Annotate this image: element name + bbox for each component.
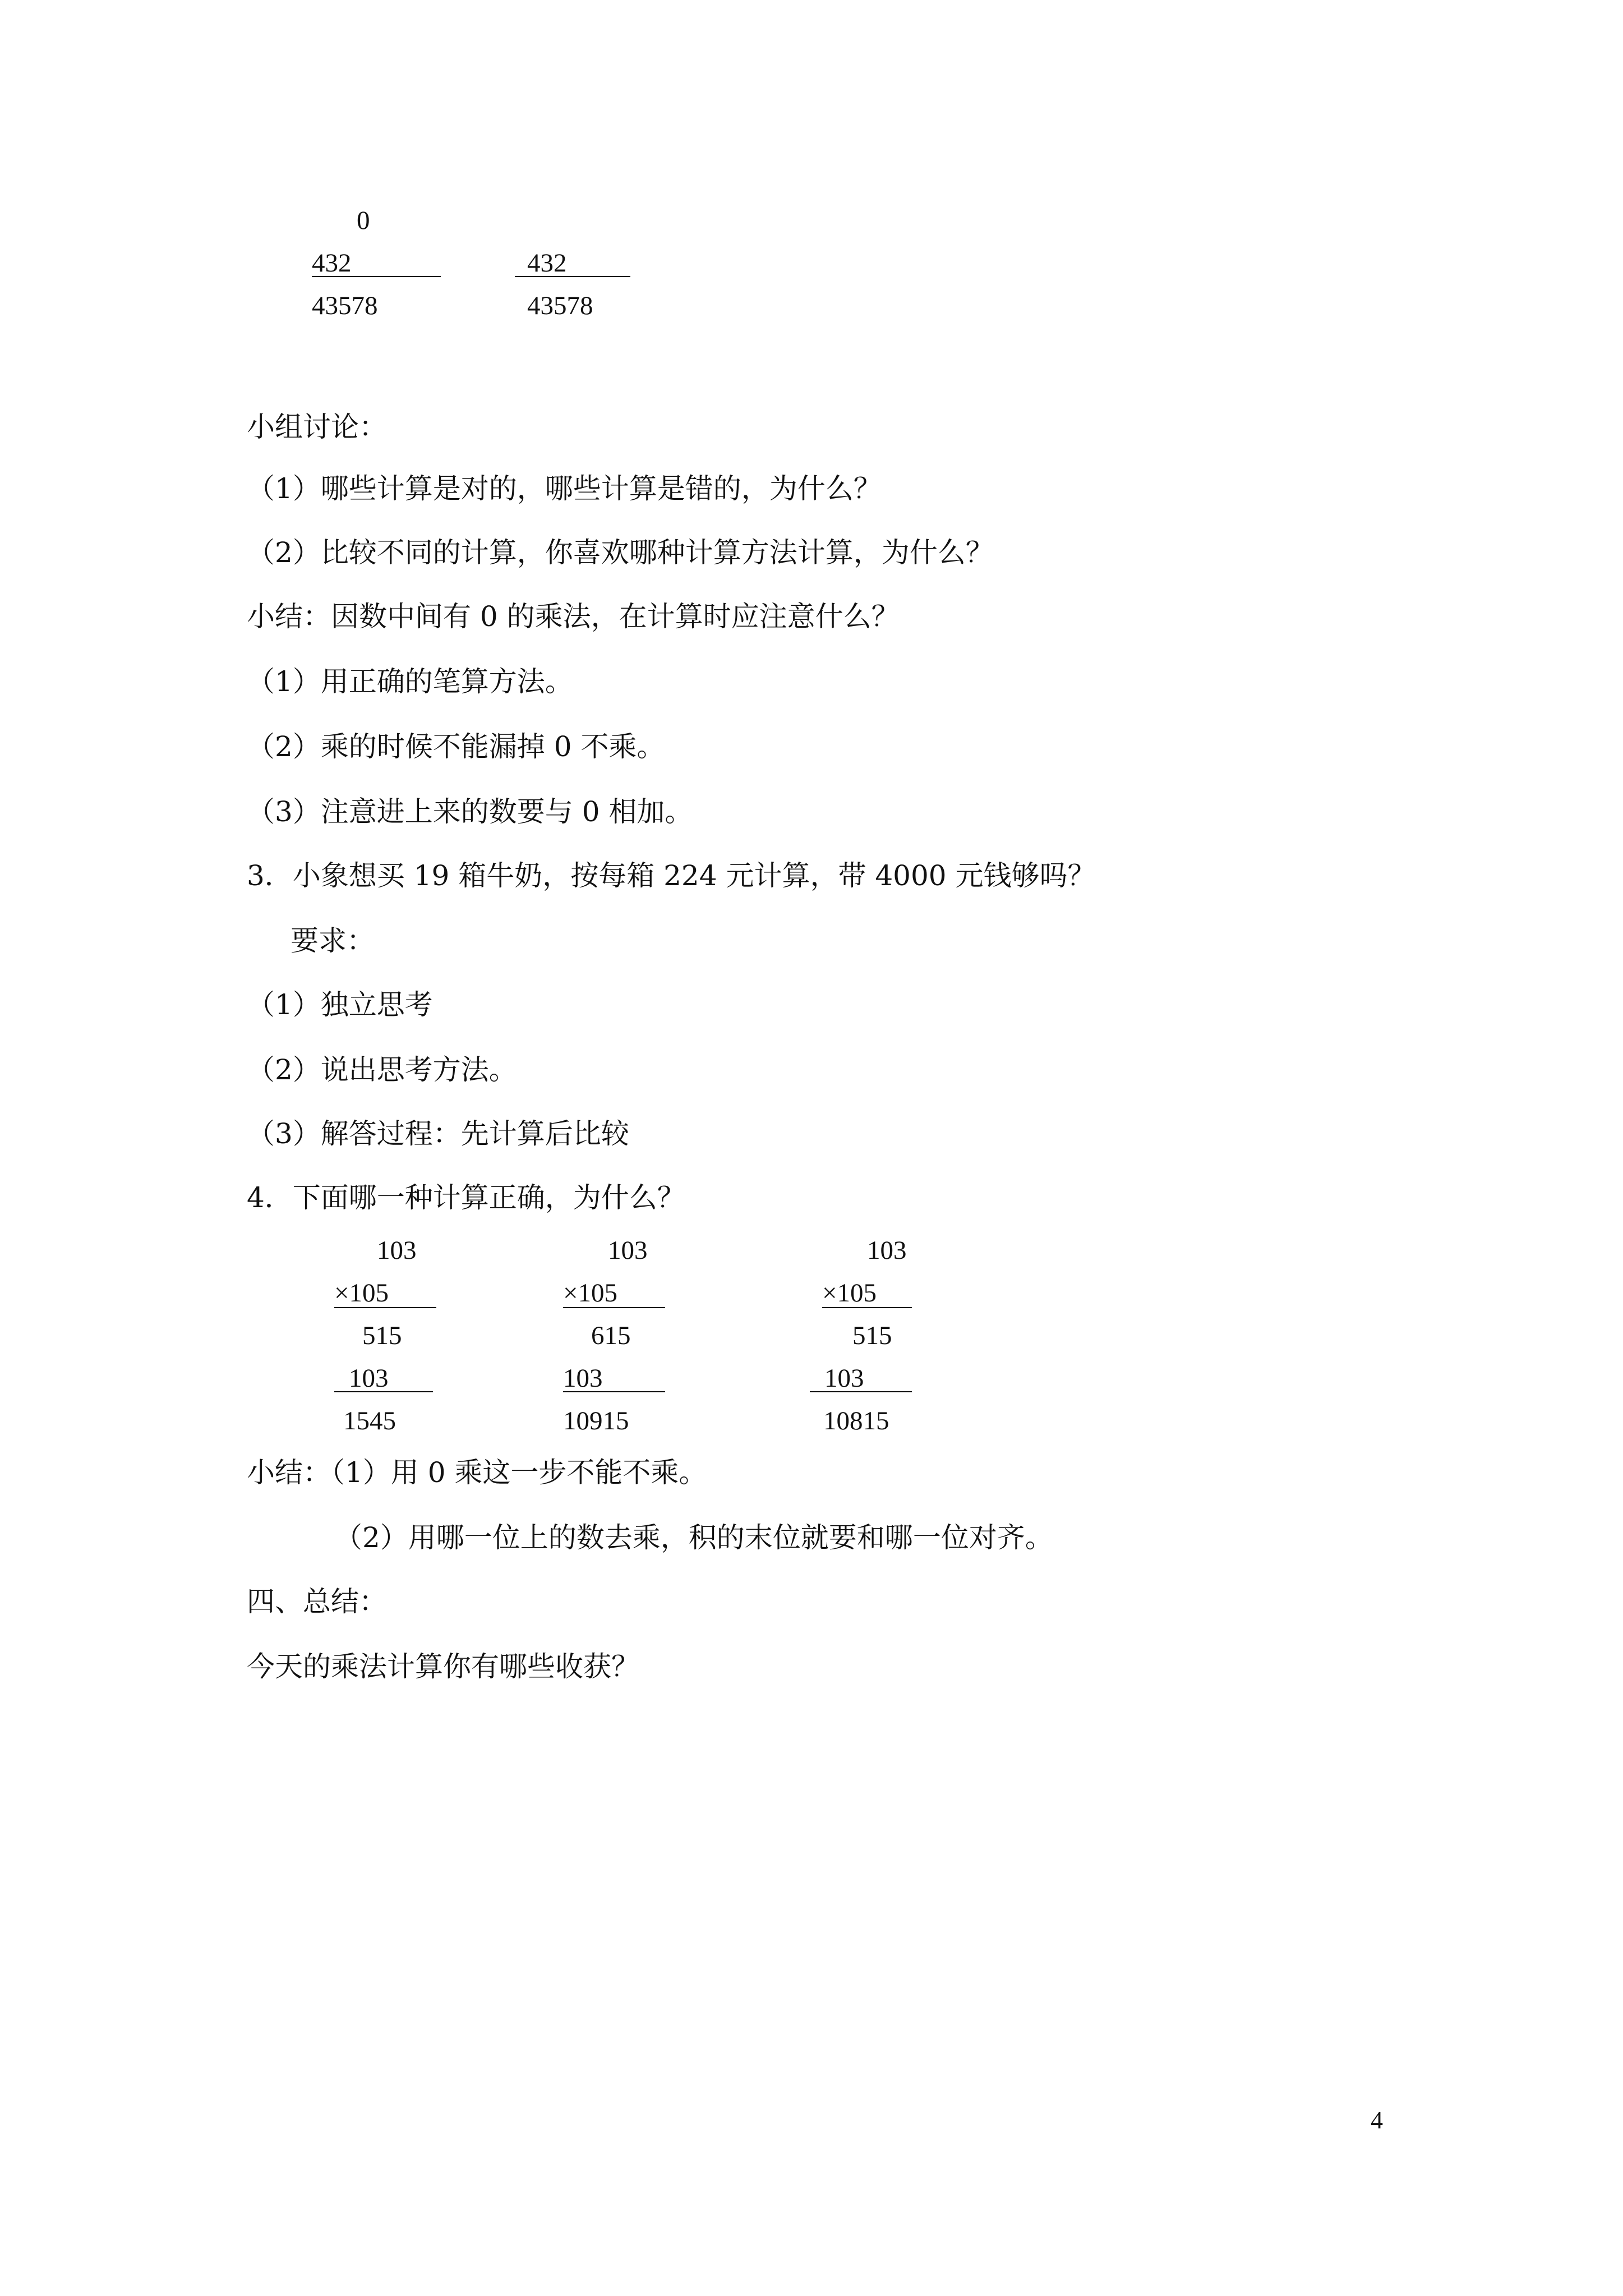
calc-multiplier: ×105 bbox=[822, 1278, 877, 1308]
discussion-title: 小组讨论： bbox=[247, 411, 387, 443]
problem3-text: 3．小象想买 19 箱牛奶，按每箱 224 元计算，带 4000 元钱够吗？ bbox=[247, 859, 1096, 892]
discussion-question-2: （2）比较不同的计算，你喜欢哪种计算方法计算，为什么？ bbox=[247, 536, 994, 569]
top-calc-left-multiplier: 432 bbox=[312, 249, 352, 278]
calc-partial-2: 103 bbox=[563, 1364, 603, 1393]
top-calc-right-rule bbox=[515, 276, 630, 277]
calc-multiplier: ×105 bbox=[563, 1278, 618, 1308]
problem3-requirement-1: （1）独立思考 bbox=[247, 988, 433, 1021]
page-number: 4 bbox=[1371, 2106, 1383, 2134]
problem3-requirements-title: 要求： bbox=[291, 924, 375, 957]
discussion-question-1: （1）哪些计算是对的，哪些计算是错的，为什么？ bbox=[247, 472, 882, 505]
calc-rule bbox=[810, 1391, 912, 1392]
calc-rule bbox=[563, 1307, 665, 1308]
summary2-line-1: 小结：（1）用 0 乘这一步不能不乘。 bbox=[247, 1456, 707, 1489]
top-calc-left-product: 43578 bbox=[312, 291, 378, 320]
problem4-text: 4．下面哪一种计算正确，为什么？ bbox=[247, 1181, 685, 1214]
top-calc-left-rule bbox=[312, 276, 441, 277]
calc-result: 1545 bbox=[343, 1406, 396, 1435]
top-calc-right-product: 43578 bbox=[527, 291, 593, 320]
problem3-requirement-2: （2）说出思考方法。 bbox=[247, 1053, 517, 1086]
summary1-point-3: （3）注意进上来的数要与 0 相加。 bbox=[247, 795, 693, 828]
calc-partial-1: 515 bbox=[362, 1321, 402, 1350]
calc-result: 10915 bbox=[563, 1406, 629, 1435]
calc-top-number: 103 bbox=[867, 1236, 907, 1265]
calc-top-number: 103 bbox=[608, 1236, 648, 1265]
section4-title: 四、总结： bbox=[247, 1585, 387, 1618]
calc-result: 10815 bbox=[823, 1406, 889, 1435]
calc-top-number: 103 bbox=[377, 1236, 417, 1265]
top-calc-carry: 0 bbox=[357, 206, 370, 235]
section4-question: 今天的乘法计算你有哪些收获？ bbox=[247, 1650, 639, 1683]
calc-rule bbox=[822, 1307, 912, 1308]
problem3-requirement-3: （3）解答过程：先计算后比较 bbox=[247, 1117, 629, 1150]
summary1-point-1: （1）用正确的笔算方法。 bbox=[247, 665, 573, 698]
calc-partial-2: 103 bbox=[824, 1364, 864, 1393]
calc-rule bbox=[334, 1391, 433, 1392]
calc-partial-2: 103 bbox=[349, 1364, 389, 1393]
calc-rule bbox=[563, 1391, 665, 1392]
calc-multiplier: ×105 bbox=[334, 1278, 389, 1308]
summary2-line-2: （2）用哪一位上的数去乘，积的末位就要和哪一位对齐。 bbox=[334, 1521, 1053, 1554]
calc-rule bbox=[334, 1307, 436, 1308]
calc-partial-1: 615 bbox=[591, 1321, 631, 1350]
summary1-title: 小结：因数中间有 0 的乘法，在计算时应注意什么？ bbox=[247, 600, 900, 633]
calc-partial-1: 515 bbox=[852, 1321, 892, 1350]
summary1-point-2: （2）乘的时候不能漏掉 0 不乘。 bbox=[247, 730, 665, 763]
top-calc-right-multiplier: 432 bbox=[527, 249, 567, 278]
